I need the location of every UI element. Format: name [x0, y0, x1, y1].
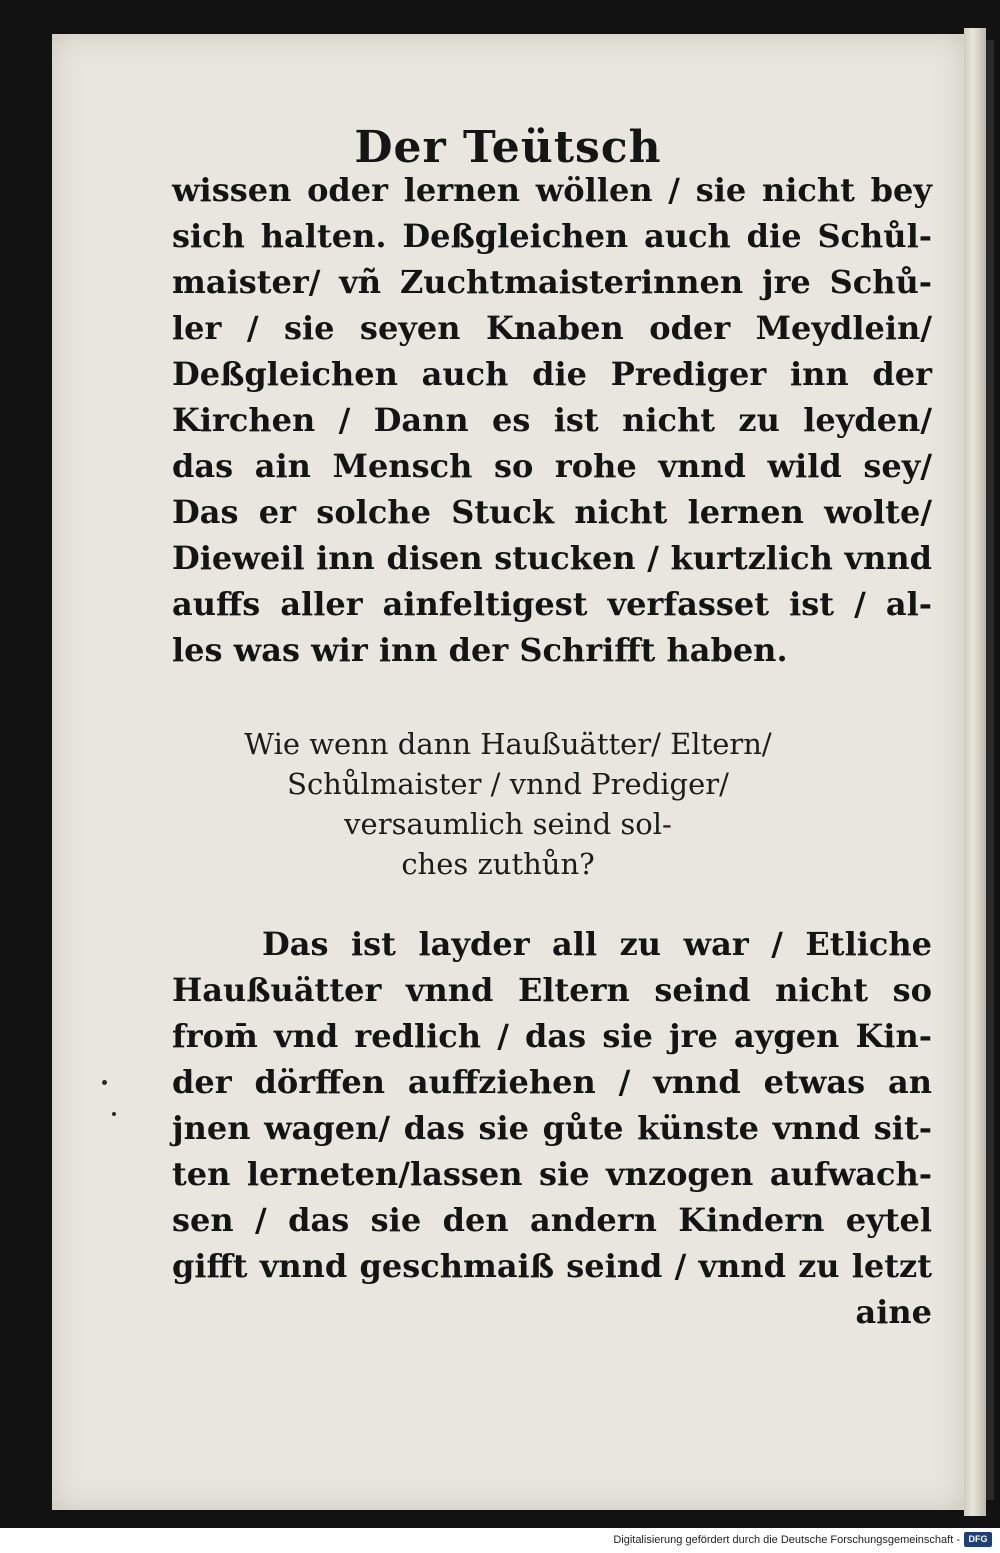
text-line: jnen wagen/ das sie gůte künste vnnd sit- [172, 1109, 932, 1147]
subheading-line: Schůlmaister / vnnd Prediger/ [287, 767, 729, 801]
paragraph-1 [172, 168, 932, 688]
book-page [52, 34, 964, 1510]
binding-shadow [986, 40, 994, 1500]
ink-speck [102, 1080, 107, 1085]
text-line: les was wir inn der Schrifft haben. [172, 631, 788, 669]
running-head: Der Teütsch [354, 122, 662, 173]
text-line: Kirchen / Dann es ist nicht zu leyden/ [172, 401, 932, 439]
text-line: das ain Mensch so rohe vnnd wild sey/ [172, 447, 932, 485]
text-line: Das er solche Stuck nicht lernen wolte/ [172, 493, 932, 531]
paragraph-2 [172, 922, 932, 1342]
text-line: sen / das sie den andern Kindern eytel [172, 1201, 932, 1239]
ink-speck [112, 1112, 116, 1116]
text-line: ler / sie seyen Knaben oder Meydlein/ [172, 309, 932, 347]
footer-credit: Digitalisierung gefördert durch die Deutsche Forschungsgemeinschaft - [613, 1534, 960, 1546]
catchword: aine [855, 1293, 932, 1331]
text-line: der dörffen auffziehen / vnnd etwas an [172, 1063, 932, 1101]
subheading-line: versaumlich seind sol- [344, 807, 672, 841]
subheading-line: Wie wenn dann Haußuätter/ Eltern/ [244, 727, 772, 761]
text-line: wissen oder lernen wöllen / sie nicht bey [172, 171, 932, 209]
text-line: gifft vnnd geschmaiß seind / vnnd zu letzt [172, 1247, 932, 1285]
dfg-logo: DFG [964, 1532, 992, 1547]
text-line: Deßgleichen auch die Prediger inn der [172, 355, 932, 393]
text-line: from̄ vnd redlich / das sie jre aygen Kin- [172, 1017, 932, 1055]
text-line: maister/ vñ Zuchtmaisterinnen jre Schů- [172, 263, 932, 301]
text-line: Haußuätter vnnd Eltern seind nicht so [172, 971, 932, 1009]
text-line: auffs aller ainfeltigest verfasset ist / al- [172, 585, 932, 623]
page-edge [964, 28, 986, 1516]
text-line: Das ist layder all zu war / Etliche [262, 925, 932, 963]
text-line: sich halten. Deßgleichen auch die Schůl- [172, 217, 932, 255]
subheading-line: ches zuthůn? [401, 847, 595, 881]
text-line: Dieweil inn disen stucken / kurtzlich vnnd [172, 539, 932, 577]
text-line: ten lerneten/lassen sie vnzogen aufwach- [172, 1155, 932, 1193]
